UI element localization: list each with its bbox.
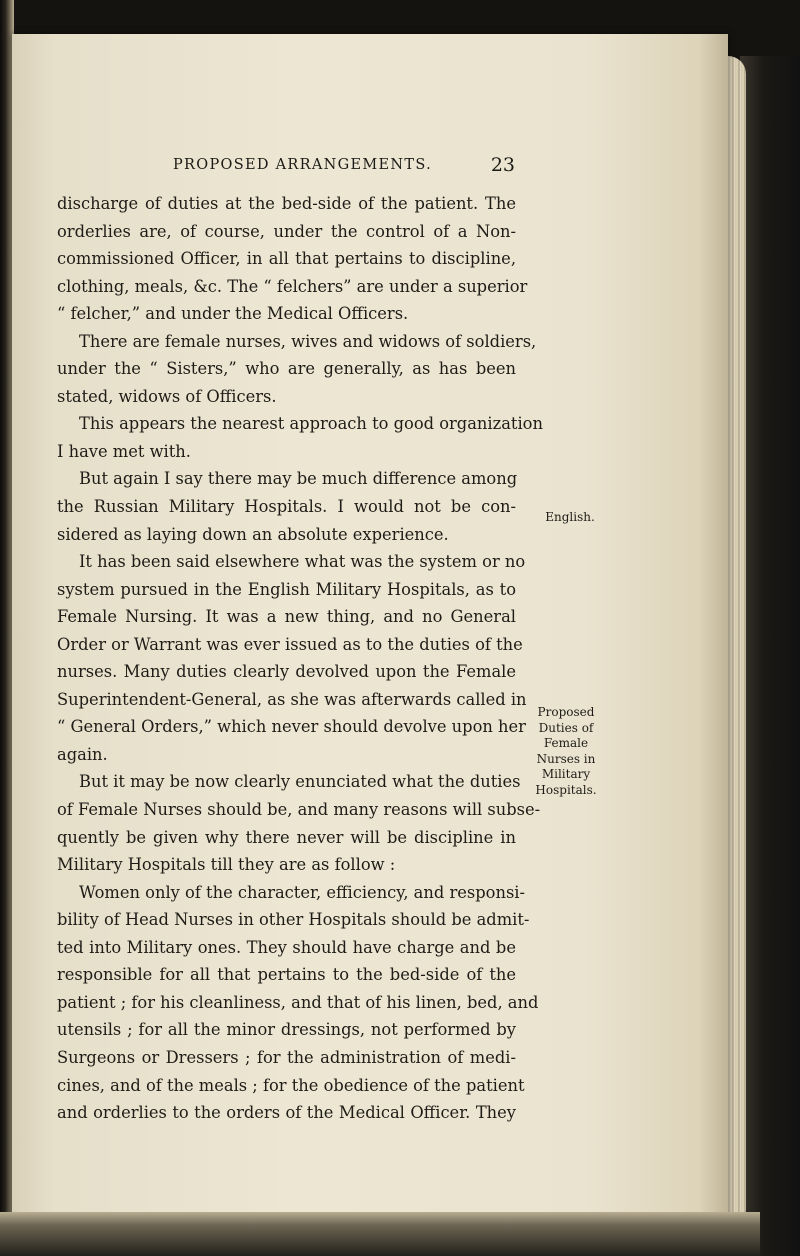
side-note-line: Proposed [537, 705, 595, 719]
side-note-line: Nurses in [536, 751, 596, 766]
side-note-proposed-duties [520, 705, 612, 798]
text-line: sidered as laying down an absolute experience. [57, 524, 449, 544]
text-line: It has been said elsewhere what was the system or no [79, 552, 526, 572]
text-line: patient ; for his cleanliness, and that of his linen, bed, and [57, 992, 539, 1012]
text-line: Military Hospitals till they are as follow : [57, 855, 396, 875]
text-line: orderlies are, of course, under the control of a Non- [57, 221, 516, 241]
text-line: commissioned Officer, in all that pertains to discipline, [57, 249, 516, 269]
text-line: Order or Warrant was ever issued as to the duties of the [57, 634, 523, 654]
text-line: again. [57, 744, 108, 764]
text-line: Female Nursing. It was a new thing, and no General [57, 607, 516, 627]
text-line: the Russian Military Hospitals. I would not be con- [57, 497, 516, 517]
side-note-line: Female [543, 736, 589, 750]
text-line: under the “ Sisters,” who are generally, as has been [57, 359, 516, 379]
text-line: Superintendent-General, as she was afterwards called in [57, 689, 527, 709]
text-line: But it may be now clearly enunciated what the duties [79, 772, 521, 792]
text-line: nurses. Many duties clearly devolved upon the Female [57, 662, 516, 682]
page-edge-shadow [740, 56, 800, 1256]
text-line: stated, widows of Officers. [57, 386, 277, 406]
text-line: Surgeons or Dressers ; for the administration of medi- [57, 1047, 516, 1067]
side-note-line: Hospitals. [535, 782, 597, 797]
text-line: “ felcher,” and under the Medical Officers. [57, 304, 409, 324]
side-note-line: Duties of [538, 720, 594, 735]
text-line: utensils ; for all the minor dressings, not performed by [57, 1020, 516, 1040]
text-line: system pursued in the English Military Hospitals, as to [57, 579, 516, 599]
text-line: bility of Head Nurses in other Hospitals should be admit- [57, 910, 530, 930]
text-line: responsible for all that pertains to the bed-side of the [57, 965, 516, 985]
side-note-english: English. [545, 510, 595, 524]
body-text [57, 190, 543, 1127]
side-note-line: Military [541, 767, 591, 781]
page-number: 23 [490, 154, 515, 176]
running-head-title: PROPOSED ARRANGEMENTS. [173, 157, 433, 173]
text-line: and orderlies to the orders of the Medical Officer. They [57, 1103, 516, 1123]
text-line: “ General Orders,” which never should devolve upon her [57, 717, 526, 737]
book-bottom-edge [0, 1212, 760, 1256]
text-line: I have met with. [57, 441, 191, 461]
text-line: discharge of duties at the bed-side of the patient. The [57, 194, 516, 213]
text-line: of Female Nurses should be, and many reasons will subse- [57, 800, 541, 820]
text-line: Women only of the character, efficiency, and responsi- [79, 882, 526, 902]
text-line: But again I say there may be much difference among [79, 469, 518, 489]
running-head [173, 156, 515, 180]
text-line: ted into Military ones. They should have charge and be [57, 937, 516, 957]
text-line: quently be given why there never will be discipline in [57, 827, 516, 847]
text-line: There are female nurses, wives and widows of soldiers, [79, 331, 537, 351]
text-line: This appears the nearest approach to good organization [79, 414, 543, 434]
text-line: clothing, meals, &c. The “ felchers” are under a superior [57, 276, 528, 296]
text-line: cines, and of the meals ; for the obedience of the patient [57, 1075, 525, 1095]
